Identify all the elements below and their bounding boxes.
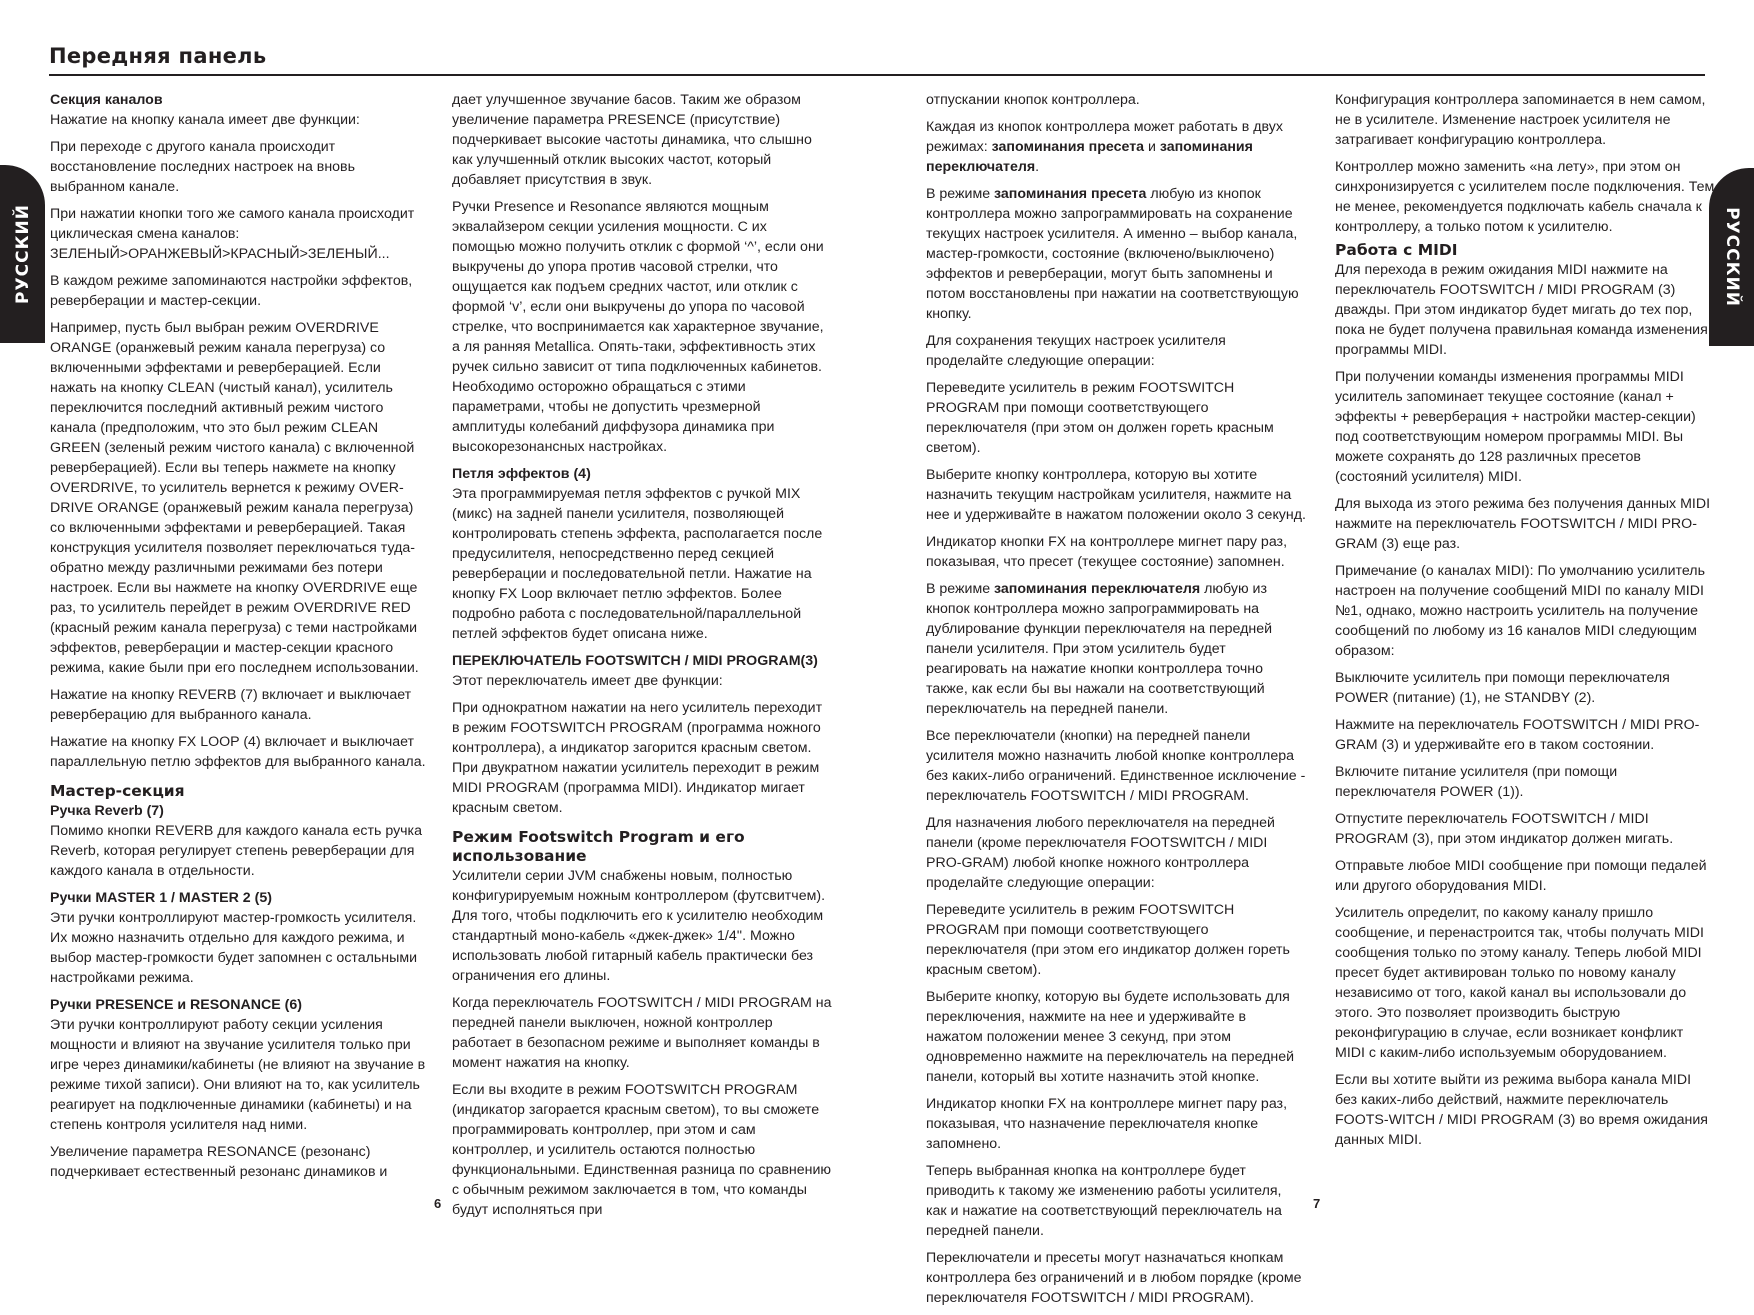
paragraph: Помимо кнопки REVERB для каждого канала есть ручка Reverb, которая регулирует степень реверберации для каждого канала в отдельности. [50,823,422,879]
text-run: и [1144,139,1160,155]
column-3 [926,90,1306,1315]
paragraph: Для перехода в режим ожидания MIDI нажмите на переключатель FOOTSWITCH / MIDI PROGRAM (3) дважды. При этом индикатор будет мигать до тех пор, пока не будет получена правильная команда изменения программы MIDI. [1335,262,1708,358]
text-run: В режиме [926,186,995,202]
text-run: Каждая из кнопок контроллера может работать в двух режимах: [926,119,1283,155]
paragraph: Отправьте любое MIDI сообщение при помощи педалей или другого оборудования MIDI. [1335,858,1707,894]
bold-term: запоминания переключателя [994,581,1201,597]
bold-term: запоминания пресета [991,139,1145,155]
heading-reverb-knob: Ручка Reverb (7) [50,803,164,819]
paragraph [926,184,1306,324]
text-run: В режиме [926,581,995,597]
paragraph: Примечание (о каналах MIDI): По умолчанию усилитель настроен на получение сообщений MIDI по каналу MIDI №1, однако, можно настроить усилитель на получение сообщений по любому из 16 каналов MIDI следующим образом: [1335,563,1705,659]
paragraph: Индикатор кнопки FX на контроллере мигнет пару раз, показывая, что назначение переключателя кнопке запомнено. [926,1096,1288,1152]
paragraph: Выключите усилитель при помощи переключателя POWER (питание) (1), не STANDBY (2). [1335,670,1670,706]
paragraph: отпускании кнопок контроллера. [926,92,1140,108]
heading-footswitch-switch: ПЕРЕКЛЮЧАТЕЛЬ FOOTSWITCH / MIDI PROGRAM(3) [452,653,818,669]
paragraph: Для выхода из этого режима без получения данных MIDI нажмите на переключатель FOOTSWITCH / MIDI PRO-GRAM (3) еще раз. [1335,496,1711,552]
heading-effects-loop: Петля эффектов (4) [452,466,591,482]
text-run: . [1035,159,1040,175]
paragraph: Выберите кнопку, которую вы будете использовать для переключения, нажмите на нее и удерживайте в нажатом положении менее 3 секунд, при этом одновременно нажмите на переключатель на передней панели, который вы хотите назначить этой кнопке. [926,989,1295,1085]
paragraph: Увеличение параметра RESONANCE (резонанс) подчеркивает естественный резонанс динамиков и [50,1144,388,1180]
paragraph: Переведите усилитель в режим FOOTSWITCH PROGRAM при помощи соответствующего переключателя (при этом он должен гореть красным светом). [926,380,1274,456]
paragraph: Переведите усилитель в режим FOOTSWITCH PROGRAM при помощи соответствующего переключателя (при этом его индикатор должен гореть красным светом). [926,902,1290,978]
bold-term: запоминания переключателя [926,139,1253,175]
paragraph: Переключатели и пресеты могут назначаться кнопкам контроллера без ограничений и в любом порядке (кроме переключателя FOOTSWITCH / MIDI PROGRAM). [926,1250,1302,1306]
paragraph: Если вы хотите выйти из режима выбора канала MIDI без каких-либо действий, нажмите переключатель FOOTS-WITCH / MIDI PROGRAM (3) во время ожидания данных MIDI. [1335,1072,1708,1148]
paragraph: Эти ручки контроллируют работу секции усиления мощности и влияют на звучание усилителя только при игре через динамики/кабинеты (не влияют на звучание в режиме тихой записи). Они влияют на то, как усилитель реагирует на подключенные динамики (кабинеты) и на степень контроля усилителя над ними. [50,1017,426,1133]
paragraph: Включите питание усилителя (при помощи переключателя POWER (1)). [1335,764,1618,800]
paragraph: При однократном нажатии на него усилитель переходит в режим FOOTSWITCH PROGRAM (программа ножного контроллера), а индикатор загорится красным светом. При двукратном нажатии усилитель переходит в режим MIDI PROGRAM (программа MIDI). Индикатор мигает красным светом. [452,700,823,816]
paragraph [926,117,1306,177]
paragraph: Ручки Presence и Resonance являются мощным эквалайзером секции усиления мощности. С их помощью можно получить отклик с формой ‘^’, если они выкручены до упора против часовой стрелки, что ощущается как подъем средних частот, или отклик с формой ‘v’, если они выкручены до упора по часовой стрелке, что воспринимается как характерное звучание, а ля ранняя Metallica. Опять-таки, эффективность этих ручек сильно зависит от типа подключенных кабинетов. Необходимо осторожно обращаться с этими параметрами, чтобы не допустить чрезмерной амплитуды колебаний диффузора динамика при высокорезонансных настройках. [452,199,824,455]
paragraph: Например, пусть был выбран режим OVERDRIVE ORANGE (оранжевый режим канала перегруза) со включенными эффектами и реверберацией. Если нажать на кнопку CLEAN (чистый канал), усилитель переключится последний активный режим чистого канала (предположим, что это был режим CLEAN GREEN (зеленый режим чистого канала) с включенной реверберацией). Если вы теперь нажмете на кнопку OVERDRIVE, то усилитель вернется к режиму OVER-DRIVE ORANGE (оранжевый режим канала перегруза) со включенными эффектами и реверберацией. Такая конструкция усилителя позволяет переключаться туда-обратно между различными режимами без потери настроек. Если вы нажмете на кнопку OVERDRIVE еще раз, то усилитель перейдет в режим OVERDRIVE RED (красный режим канала перегруза) с теми настройками эффектов, реверберации и мастер-секции красного режима, какие были при его последнем использовании. [50,320,419,676]
page-title: Передняя панель [49,44,267,68]
language-tab-label: РУССКИЙ [12,204,33,304]
paragraph: дает улучшенное звучание басов. Таким же образом увеличение параметра PRESENCE (присутствие) подчеркивает высокие частоты динамика, что слышно как улучшенный отклик высоких частот, который добавляет присутствия в звук. [452,92,812,188]
paragraph: Нажатие на кнопку FX LOOP (4) включает и выключает параллельную петлю эффектов для выбранного канала. [50,734,426,770]
paragraph: При нажатии кнопки того же самого канала происходит циклическая смена каналов: ЗЕЛЕНЫЙ>ОРАНЖЕВЫЙ>КРАСНЫЙ>ЗЕЛЕНЫЙ... [50,206,415,262]
heading-footswitch-program-mode: Режим Footswitch Program и его использование [452,828,745,865]
paragraph: Когда переключатель FOOTSWITCH / MIDI PROGRAM на передней панели выключен, ножной контроллер работает в безопасном режиме и выполняет команды в момент нажатия на кнопку. [452,995,832,1071]
bold-term: запоминания пресета [994,186,1147,202]
paragraph: Нажатие на кнопку канала имеет две функции: [50,112,360,128]
paragraph: Теперь выбранная кнопка на контроллере будет приводить к такому же изменению работы усилителя, как и нажатие на соответствующий переключатель на передней панели. [926,1163,1282,1239]
paragraph: Эти ручки контроллируют мастер-громкость усилителя. Их можно назначить отдельно для каждого режима, и выбор мастер-громкости будет запомнен с остальными настройками режима. [50,910,418,986]
paragraph: Выберите кнопку контроллера, которую вы хотите назначить текущим настройкам усилителя, нажмите на нее и удерживайте в нажатом положении около 3 секунд. [926,467,1306,523]
paragraph [926,579,1306,719]
heading-master-section: Мастер-секция [50,782,185,800]
paragraph: Отпустите переключатель FOOTSWITCH / MIDI PROGRAM (3), при этом индикатор должен мигать. [1335,811,1674,847]
column-4 [1335,90,1715,1157]
paragraph: В каждом режиме запоминаются настройки эффектов, реверберации и мастер-секции. [50,273,413,309]
paragraph: Индикатор кнопки FX на контроллере мигнет пару раз, показывая, что пресет (текущее состояние) запомнен. [926,534,1288,570]
language-tab-left [0,165,45,343]
column-2 [452,90,832,1227]
text-run: любую из кнопок контроллера можно запрограммировать на сохранение текущих настроек усилителя. А именно – выбор канала, мастер-громкости, состояние (включено/выключено) эффектов и реверберации, могут быть запомнены и потом восстановлены при нажатии на соответствующую кнопку. [926,186,1299,322]
paragraph: Для сохранения текущих настроек усилителя проделайте следующие операции: [926,333,1226,369]
heading-presence-resonance: Ручки PRESENCE и RESONANCE (6) [50,997,302,1013]
paragraph: Для назначения любого переключателя на передней панели (кроме переключателя FOOTSWITCH / MIDI PRO-GRAM) любой кнопке ножного контроллера проделайте следующие операции: [926,815,1275,891]
column-1 [50,90,430,1189]
heading-channel-section: Секция каналов [50,92,163,108]
paragraph: Конфигурация контроллера запоминается в нем самом, не в усилителе. Изменение настроек усилителя не затрагивает конфигурацию контроллера. [1335,92,1706,148]
paragraph: Контроллер можно заменить «на лету», при этом он синхронизируется с усилителем после подключения. Тем не менее, рекомендуется подключать кабель сначала к контроллеру, а только потом к усилителю. [1335,159,1715,235]
paragraph: При получении команды изменения программы MIDI усилитель запоминает текущее состояние (канал + эффекты + реверберация + настройки мастер-секции) под соответствующим номером программы MIDI. Вы можете сохранять до 128 различных пресетов (состояний усилителя) MIDI. [1335,369,1696,485]
paragraph: Эта программируемая петля эффектов с ручкой MIX (микс) на задней панели усилителя, позволяющей контролировать степень эффекта, располагается после предусилителя, непосредственно перед секцией реверберации и последовательной петли. Нажатие на кнопку FX Loop включает петлю эффектов. Более подробно работа с последовательной/параллельной петлей эффектов будет описана ниже. [452,486,823,642]
paragraph: Если вы входите в режим FOOTSWITCH PROGRAM (индикатор загорается красным светом), то вы сможете программировать контроллер, при этом и сам контроллер, и усилитель остаются полностью функциональными. Единственная разница по сравнению с обычным режимом заключается в том, что команды будут исполняться при [452,1082,832,1218]
paragraph: При переходе с другого канала происходит восстановление последних настроек на вновь выбранном канале. [50,139,355,195]
heading-midi: Работа с MIDI [1335,241,1458,259]
paragraph: Нажмите на переключатель FOOTSWITCH / MIDI PRO-GRAM (3) и удерживайте его в таком состоянии. [1335,717,1700,753]
page-number-left: 6 [434,1196,442,1211]
paragraph: Усилитель определит, по какому каналу пришло сообщение, и перенастроится так, чтобы получать MIDI сообщения только по этому каналу. Теперь любой MIDI пресет будет активирован только по новому каналу независимо от того, какой канал вы использовали до этого. Это позволяет производить быструю реконфигурацию в случае, если возникает конфликт MIDI с каким-либо используемым оборудованием. [1335,905,1704,1061]
page-number-right: 7 [1313,1196,1321,1211]
title-rule [49,74,1705,76]
paragraph: Усилители серии JVM снабжены новым, полностью конфигурируемым ножным контроллером (футсвитчем). Для того, чтобы подключить его к усилителю необходим стандартный моно-кабель «джек-джек» 1/4''. Можно использовать любой гитарный кабель практически без ограничения его длины. [452,868,826,984]
heading-master-knobs: Ручки MASTER 1 / MASTER 2 (5) [50,890,272,906]
language-tab-right [1709,168,1754,346]
paragraph: Все переключатели (кнопки) на передней панели усилителя можно назначить любой кнопке контроллера без каких-либо ограничений. Единственное исключение - переключатель FOOTSWITCH / MIDI PROGRAM. [926,728,1306,804]
paragraph: Нажатие на кнопку REVERB (7) включает и выключает реверберацию для выбранного канала. [50,687,412,723]
paragraph: Этот переключатель имеет две функции: [452,673,723,689]
text-run: любую из кнопок контроллера можно запрограммировать на дублирование функции переключателя на передней панели усилителя. При этом усилитель будет реагировать на нажатие кнопки контроллера точно также, как если бы вы нажали на соответствующий переключатель на передней панели. [926,581,1273,717]
language-tab-label: РУССКИЙ [1721,207,1742,307]
